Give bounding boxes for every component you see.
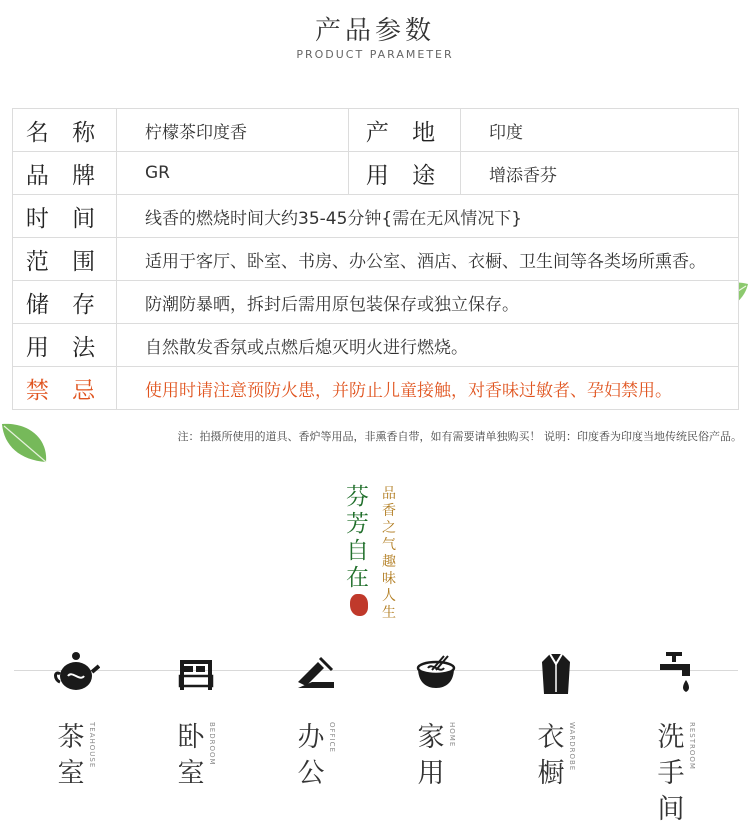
param-value-name: 柠檬茶印度香 — [117, 109, 349, 152]
param-value-range: 适用于客厅、卧室、书房、办公室、酒店、衣橱、卫生间等各类场所熏香。 — [117, 238, 739, 281]
param-value-origin: 印度 — [461, 109, 739, 152]
param-key-storage: 储 存 — [13, 281, 117, 324]
category-label-en: RESTROOM — [688, 722, 696, 770]
category-label: 卧室 — [177, 722, 205, 789]
param-key-warning: 禁 忌 — [13, 367, 117, 410]
category-label-en: BEDROOM — [208, 722, 216, 766]
parameter-table — [12, 108, 739, 410]
param-key-range: 范 围 — [13, 238, 117, 281]
seal-stamp-icon — [350, 594, 368, 616]
category-label: 衣橱 — [537, 722, 565, 789]
disclaimer-note: 注：拍摄所使用的道具、香炉等用品，非熏香自带，如有需要请单独购买！ 说明：印度香为印度当地传统民俗产品。 — [177, 430, 742, 443]
param-value-method: 自然散发香氛或点燃后熄灭明火进行燃烧。 — [117, 324, 739, 367]
table-row — [13, 281, 739, 324]
param-value-brand: GR — [117, 152, 349, 195]
bed-icon — [172, 648, 220, 696]
param-key-name: 名 称 — [13, 109, 117, 152]
category-label: 家用 — [417, 722, 445, 789]
category-label: 办公 — [297, 722, 325, 789]
category-label-en: TEAHOUSE — [88, 722, 96, 769]
param-key-usage: 用 途 — [349, 152, 461, 195]
page-title: 产品参数 — [314, 16, 435, 46]
category-label-en: WARDROBE — [568, 722, 576, 772]
teapot-icon — [52, 648, 100, 696]
table-row — [13, 109, 739, 152]
leaf-icon — [0, 420, 50, 464]
table-row — [13, 195, 739, 238]
motto-sub: 品香之气趣味人生 — [382, 486, 396, 621]
param-key-origin: 产 地 — [349, 109, 461, 152]
shirt-icon — [532, 648, 580, 696]
table-row — [13, 152, 739, 195]
table-row — [13, 238, 739, 281]
bowl-icon — [412, 648, 460, 696]
param-key-brand: 品 牌 — [13, 152, 117, 195]
param-key-method: 用 法 — [13, 324, 117, 367]
param-value-storage: 防潮防暴晒，拆封后需用原包装保存或独立保存。 — [117, 281, 739, 324]
param-value-usage: 增添香芬 — [461, 152, 739, 195]
param-value-warning: 使用时请注意预防火患，并防止儿童接触，对香味过敏者、孕妇禁用。 — [117, 367, 739, 410]
category-label: 洗手间 — [657, 722, 685, 825]
param-value-time: 线香的燃烧时间大约35-45分钟{需在无风情况下} — [117, 195, 739, 238]
category-label: 茶室 — [57, 722, 85, 789]
table-row — [13, 367, 739, 410]
category-label-en: HOME — [448, 722, 456, 748]
divider — [14, 670, 738, 671]
category-label-en: OFFICE — [328, 722, 336, 753]
page-subtitle: PRODUCT PARAMETER — [296, 48, 454, 61]
faucet-icon — [652, 648, 700, 696]
motto-main: 芬芳自在 — [346, 484, 369, 591]
table-row — [13, 324, 739, 367]
param-key-time: 时 间 — [13, 195, 117, 238]
desk-icon — [292, 648, 340, 696]
